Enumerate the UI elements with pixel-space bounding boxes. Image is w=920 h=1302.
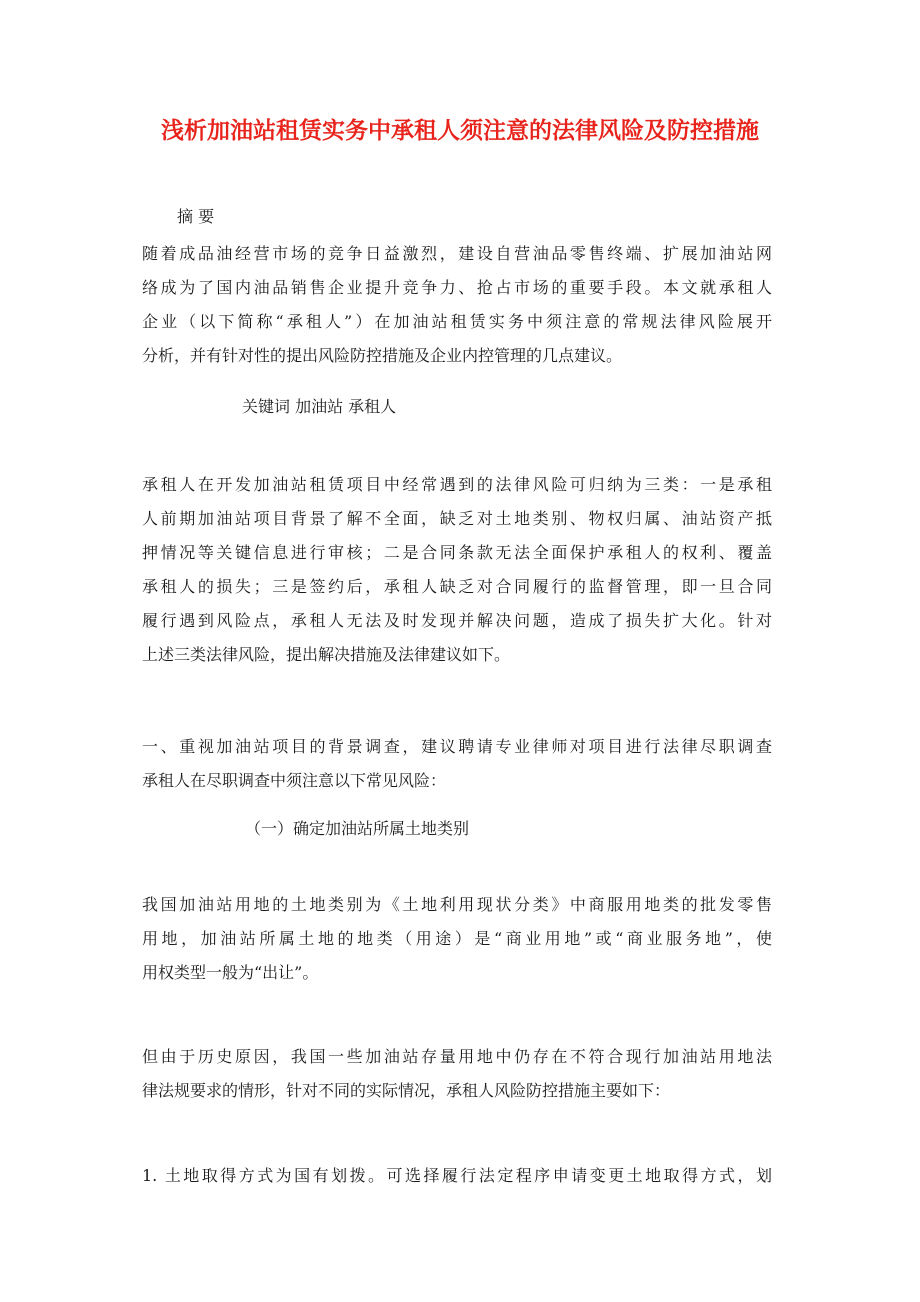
intro-line: 人前期加油站项目背景了解不全面，缺乏对土地类别、物权归属、油站资产抵 (142, 509, 772, 528)
intro-line: 上述三类法律风险，提出解决措施及法律建议如下。 (142, 645, 511, 664)
history-paragraph (142, 1040, 772, 1108)
subsection-1-heading: （一）确定加油站所属土地类别 (245, 819, 470, 838)
keywords: 关键词 加油站 承租人 (242, 397, 397, 416)
intro-line: 承租人的损失；三是签约后，承租人缺乏对合同履行的监督管理，即一旦合同 (142, 577, 772, 596)
history-line: 但由于历史原因，我国一些加油站存量用地中仍存在不符合现行加油站用地法 (142, 1047, 772, 1066)
abstract-line: 企业（以下简称“承租人”）在加油站租赁实务中须注意的常规法律风险展开 (142, 312, 772, 331)
section-1-line: 一、重视加油站项目的背景调查，建议聘请专业律师对项目进行法律尽职调查 (142, 737, 772, 756)
abstract-heading: 摘 要 (177, 207, 215, 226)
section-1-line: 承租人在尽职调查中须注意以下常见风险： (142, 771, 447, 790)
section-1-heading (142, 730, 772, 798)
item-1-line: 1. 土地取得方式为国有划拨。可选择履行法定程序申请变更土地取得方式，划 (142, 1166, 772, 1185)
intro-line: 履行遇到风险点，承租人无法及时发现并解决问题，造成了损失扩大化。针对 (142, 611, 772, 630)
intro-line: 承租人在开发加油站租赁项目中经常遇到的法律风险可归纳为三类：一是承租 (142, 475, 772, 494)
item-1-paragraph (142, 1159, 772, 1193)
abstract-line: 络成为了国内油品销售企业提升竞争力、抢占市场的重要手段。本文就承租人 (142, 278, 772, 297)
land-line: 用地，加油站所属土地的地类（用途）是“商业用地”或“商业服务地”，使 (142, 929, 772, 948)
land-category-paragraph (142, 888, 772, 990)
document-title: 浅析加油站租赁实务中承租人须注意的法律风险及防控措施 (161, 118, 759, 144)
abstract-paragraph (142, 237, 772, 373)
abstract-line: 随着成品油经营市场的竞争日益激烈，建设自营油品零售终端、扩展加油站网 (142, 244, 772, 263)
history-line: 律法规要求的情形，针对不同的实际情况，承租人风险防控措施主要如下： (142, 1081, 671, 1100)
land-line: 我国加油站用地的土地类别为《土地利用现状分类》中商服用地类的批发零售 (142, 895, 772, 914)
abstract-line: 分析，并有针对性的提出风险防控措施及企业内控管理的几点建议。 (142, 346, 623, 365)
intro-line: 押情况等关键信息进行审核；二是合同条款无法全面保护承租人的权利、覆盖 (142, 543, 772, 562)
land-line: 用权类型一般为“出让”。 (142, 963, 319, 982)
intro-paragraph (142, 468, 772, 672)
